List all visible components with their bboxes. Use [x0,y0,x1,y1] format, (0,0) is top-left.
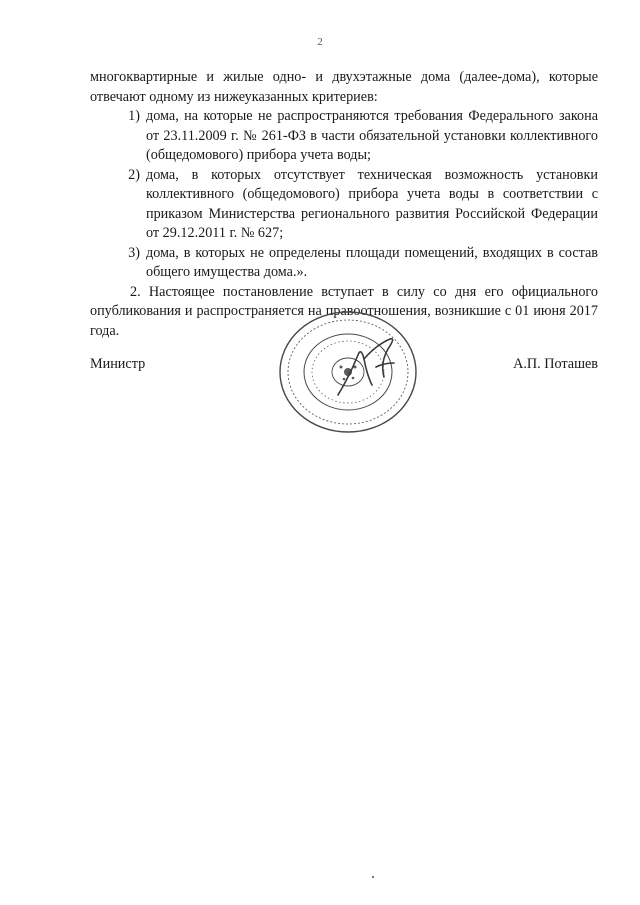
criteria-item-3 [90,244,598,283]
criteria-text: дома, в которых не определены площади помещений, входящих в состав общего имущества дома.». [146,244,598,280]
clause-2-paragraph: 2. Настоящее постановление вступает в силу со дня его официального опубликования и распространяется на правоотношения, возникшие с 01 июня 2017 года. [90,283,598,339]
scan-speck [372,876,374,878]
criteria-number: 1) [128,108,140,124]
criteria-text: дома, в которых отсутствует техническая возможность установки коллективного (общедомового) прибора учета воды в соответствии с приказом Министерства регионального развития Российской Федерации от 29.12.2011 г. № 627; [146,166,598,241]
criteria-item-1 [90,107,598,166]
page-number: 2 [317,36,323,48]
official-seal-icon [268,305,428,440]
intro-paragraph: многоквартирные и жилые одно- и двухэтажные дома (далее-дома), которые отвечают одному из нижеуказанных критериев: [90,69,598,105]
signatory-title: Министр [90,356,146,372]
signatory-name: А.П. Поташев [513,356,598,372]
document-body [90,68,598,341]
criteria-item-2 [90,166,598,244]
criteria-list [90,107,598,283]
criteria-number: 3) [128,244,140,261]
criteria-number: 2) [128,166,140,183]
criteria-text: дома, на которые не распространяются требования Федерального закона от 23.11.2009 г. № 261-ФЗ в части обязательной установки коллективного (общедомового) прибора учета воды; [146,108,598,163]
